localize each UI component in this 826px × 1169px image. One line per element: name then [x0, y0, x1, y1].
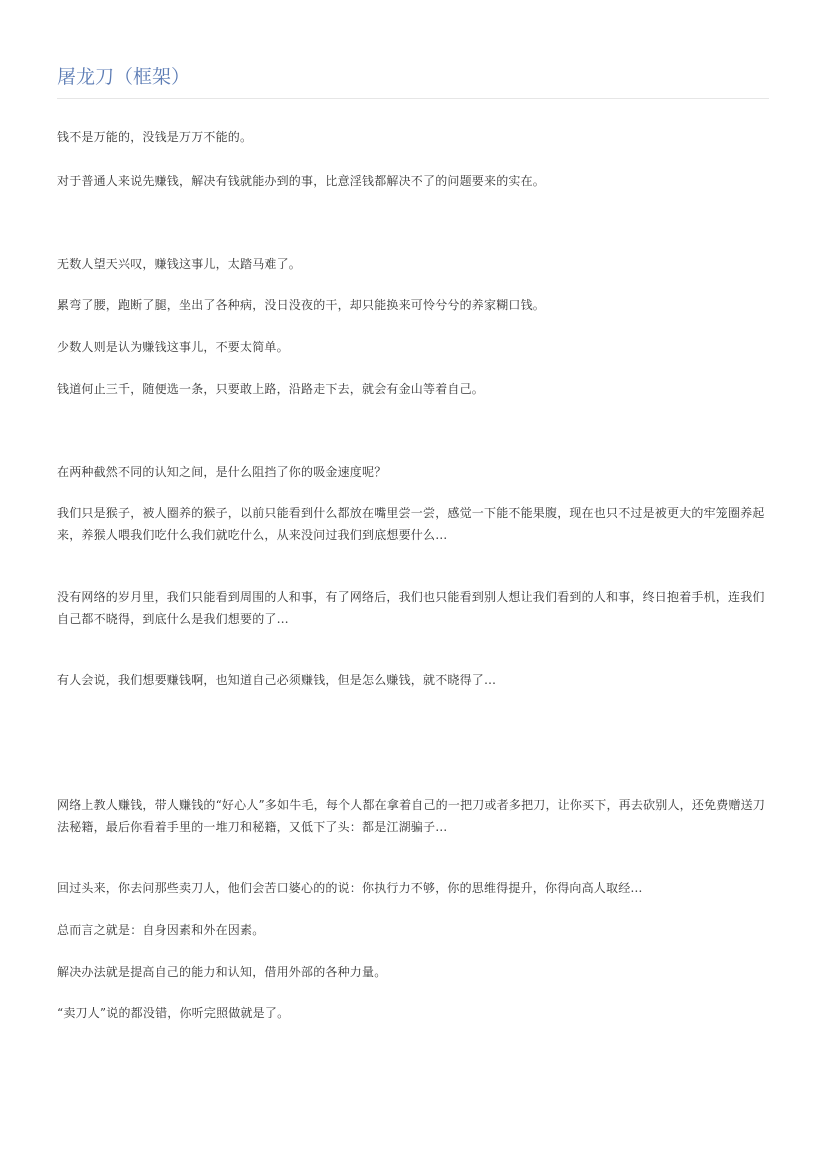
paragraph: “卖刀人”说的都没错，你听完照做就是了。 — [57, 1006, 290, 1020]
paragraph: 有人会说，我们想要赚钱啊，也知道自己必须赚钱，但是怎么赚钱，就不晓得了… — [57, 673, 497, 687]
paragraph: 没有网络的岁月里，我们只能看到周围的人和事，有了网络后，我们也只能看到别人想让我们看到的人和事，终日抱着手机，连我们自己都不晓得，到底什么是我们想要的了… — [57, 590, 765, 626]
paragraph: 总而言之就是：自身因素和外在因素。 — [57, 923, 265, 937]
paragraph: 网络上教人赚钱，带人赚钱的“好心人”多如牛毛，每个人都在拿着自己的一把刀或者多把刀，让你买下，再去砍别人，还免费赠送刀法秘籍，最后你看着手里的一堆刀和秘籍，又低下了头：都是江湖骗子… — [57, 798, 766, 834]
paragraph: 钱道何止三千，随便选一条，只要敢上路，沿路走下去，就会有金山等着自己。 — [57, 382, 485, 396]
title-divider — [57, 98, 769, 99]
paragraph: 在两种截然不同的认知之间，是什么阻挡了你的吸金速度呢？ — [57, 465, 387, 479]
paragraph: 无数人望天兴叹，赚钱这事儿，太踏马难了。 — [57, 257, 302, 271]
page-title: 屠龙刀（框架） — [57, 66, 191, 88]
paragraph: 解决办法就是提高自己的能力和认知，借用外部的各种力量。 — [57, 965, 387, 979]
paragraph: 少数人则是认为赚钱这事儿，不要太简单。 — [57, 340, 289, 354]
paragraph: 我们只是猴子，被人圈养的猴子，以前只能看到什么都放在嘴里尝一尝，感觉一下能不能果腹，现在也只不过是被更大的牢笼圈养起来，养猴人喂我们吃什么我们就吃什么，从来没问过我们到底想要什么… — [57, 506, 765, 542]
paragraph: 对于普通人来说先赚钱，解决有钱就能办到的事，比意淫钱都解决不了的问题要来的实在。 — [57, 174, 546, 188]
paragraph: 累弯了腰，跑断了腿，坐出了各种病，没日没夜的干，却只能换来可怜兮兮的养家糊口钱。 — [57, 298, 546, 312]
paragraph: 钱不是万能的，没钱是万万不能的。 — [57, 130, 253, 144]
paragraph: 回过头来，你去问那些卖刀人，他们会苦口婆心的的说：你执行力不够，你的思维得提升，你得向高人取经… — [57, 881, 643, 895]
